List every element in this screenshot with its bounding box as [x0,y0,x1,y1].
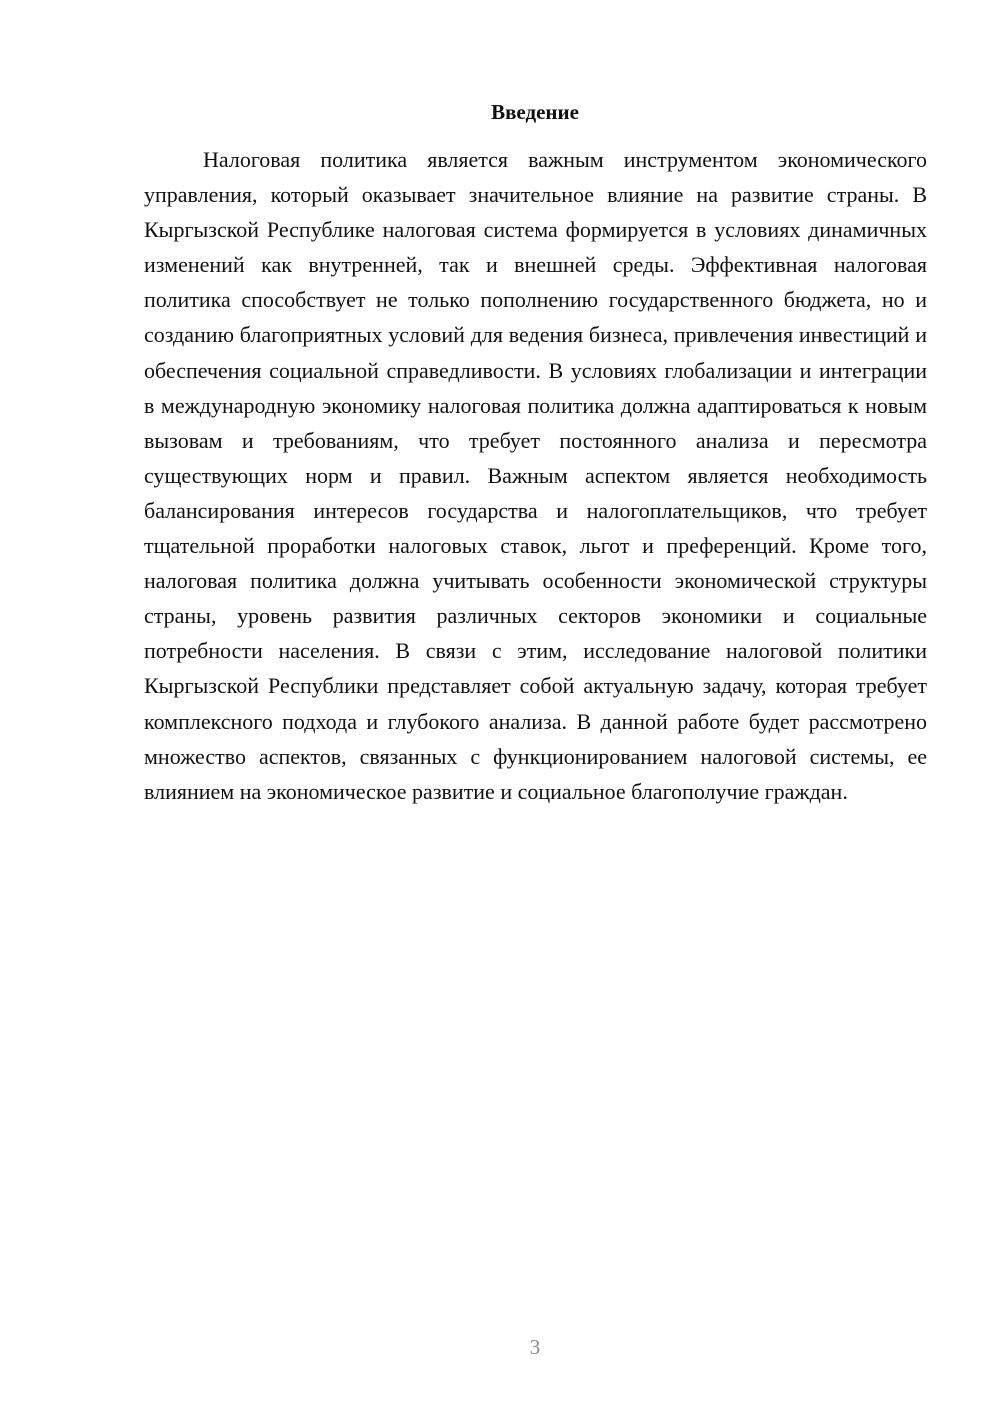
page-number: 3 [529,1335,541,1359]
body-paragraph: Налоговая политика является важным инструментом экономического управления, который оказывает значительное влияние на развитие страны. В Кыргызской Республике налоговая система формируется в условиях динамичных изменений как внутренней, так и внешней среды. Эффективная налоговая политика способствует не только пополнению государственного бюджета, но и созданию благоприятных условий для ведения бизнеса, привлечения инвестиций и обеспечения социальной справедливости. В условиях глобализации и интеграции в международную экономику налоговая политика должна адаптироваться к новым вызовам и требованиям, что требует постоянного анализа и пересмотра существующих норм и правил. Важным аспектом является необходимость балансирования интересов государства и налогоплательщиков, что требует тщательной проработки налоговых ставок, льгот и преференций. Кроме того, налоговая политика должна учитывать особенности экономической структуры страны, уровень развития различных секторов экономики и социальные потребности населения. В связи с этим, исследование налоговой политики Кыргызской Республики представляет собой актуальную задачу, которая требует комплексного подхода и глубокого анализа. В данной работе будет рассмотрено множество аспектов, связанных с функционированием налоговой системы, ее влиянием на экономическое развитие и социальное благополучие граждан. [144,147,927,804]
section-heading: Введение [491,100,579,124]
